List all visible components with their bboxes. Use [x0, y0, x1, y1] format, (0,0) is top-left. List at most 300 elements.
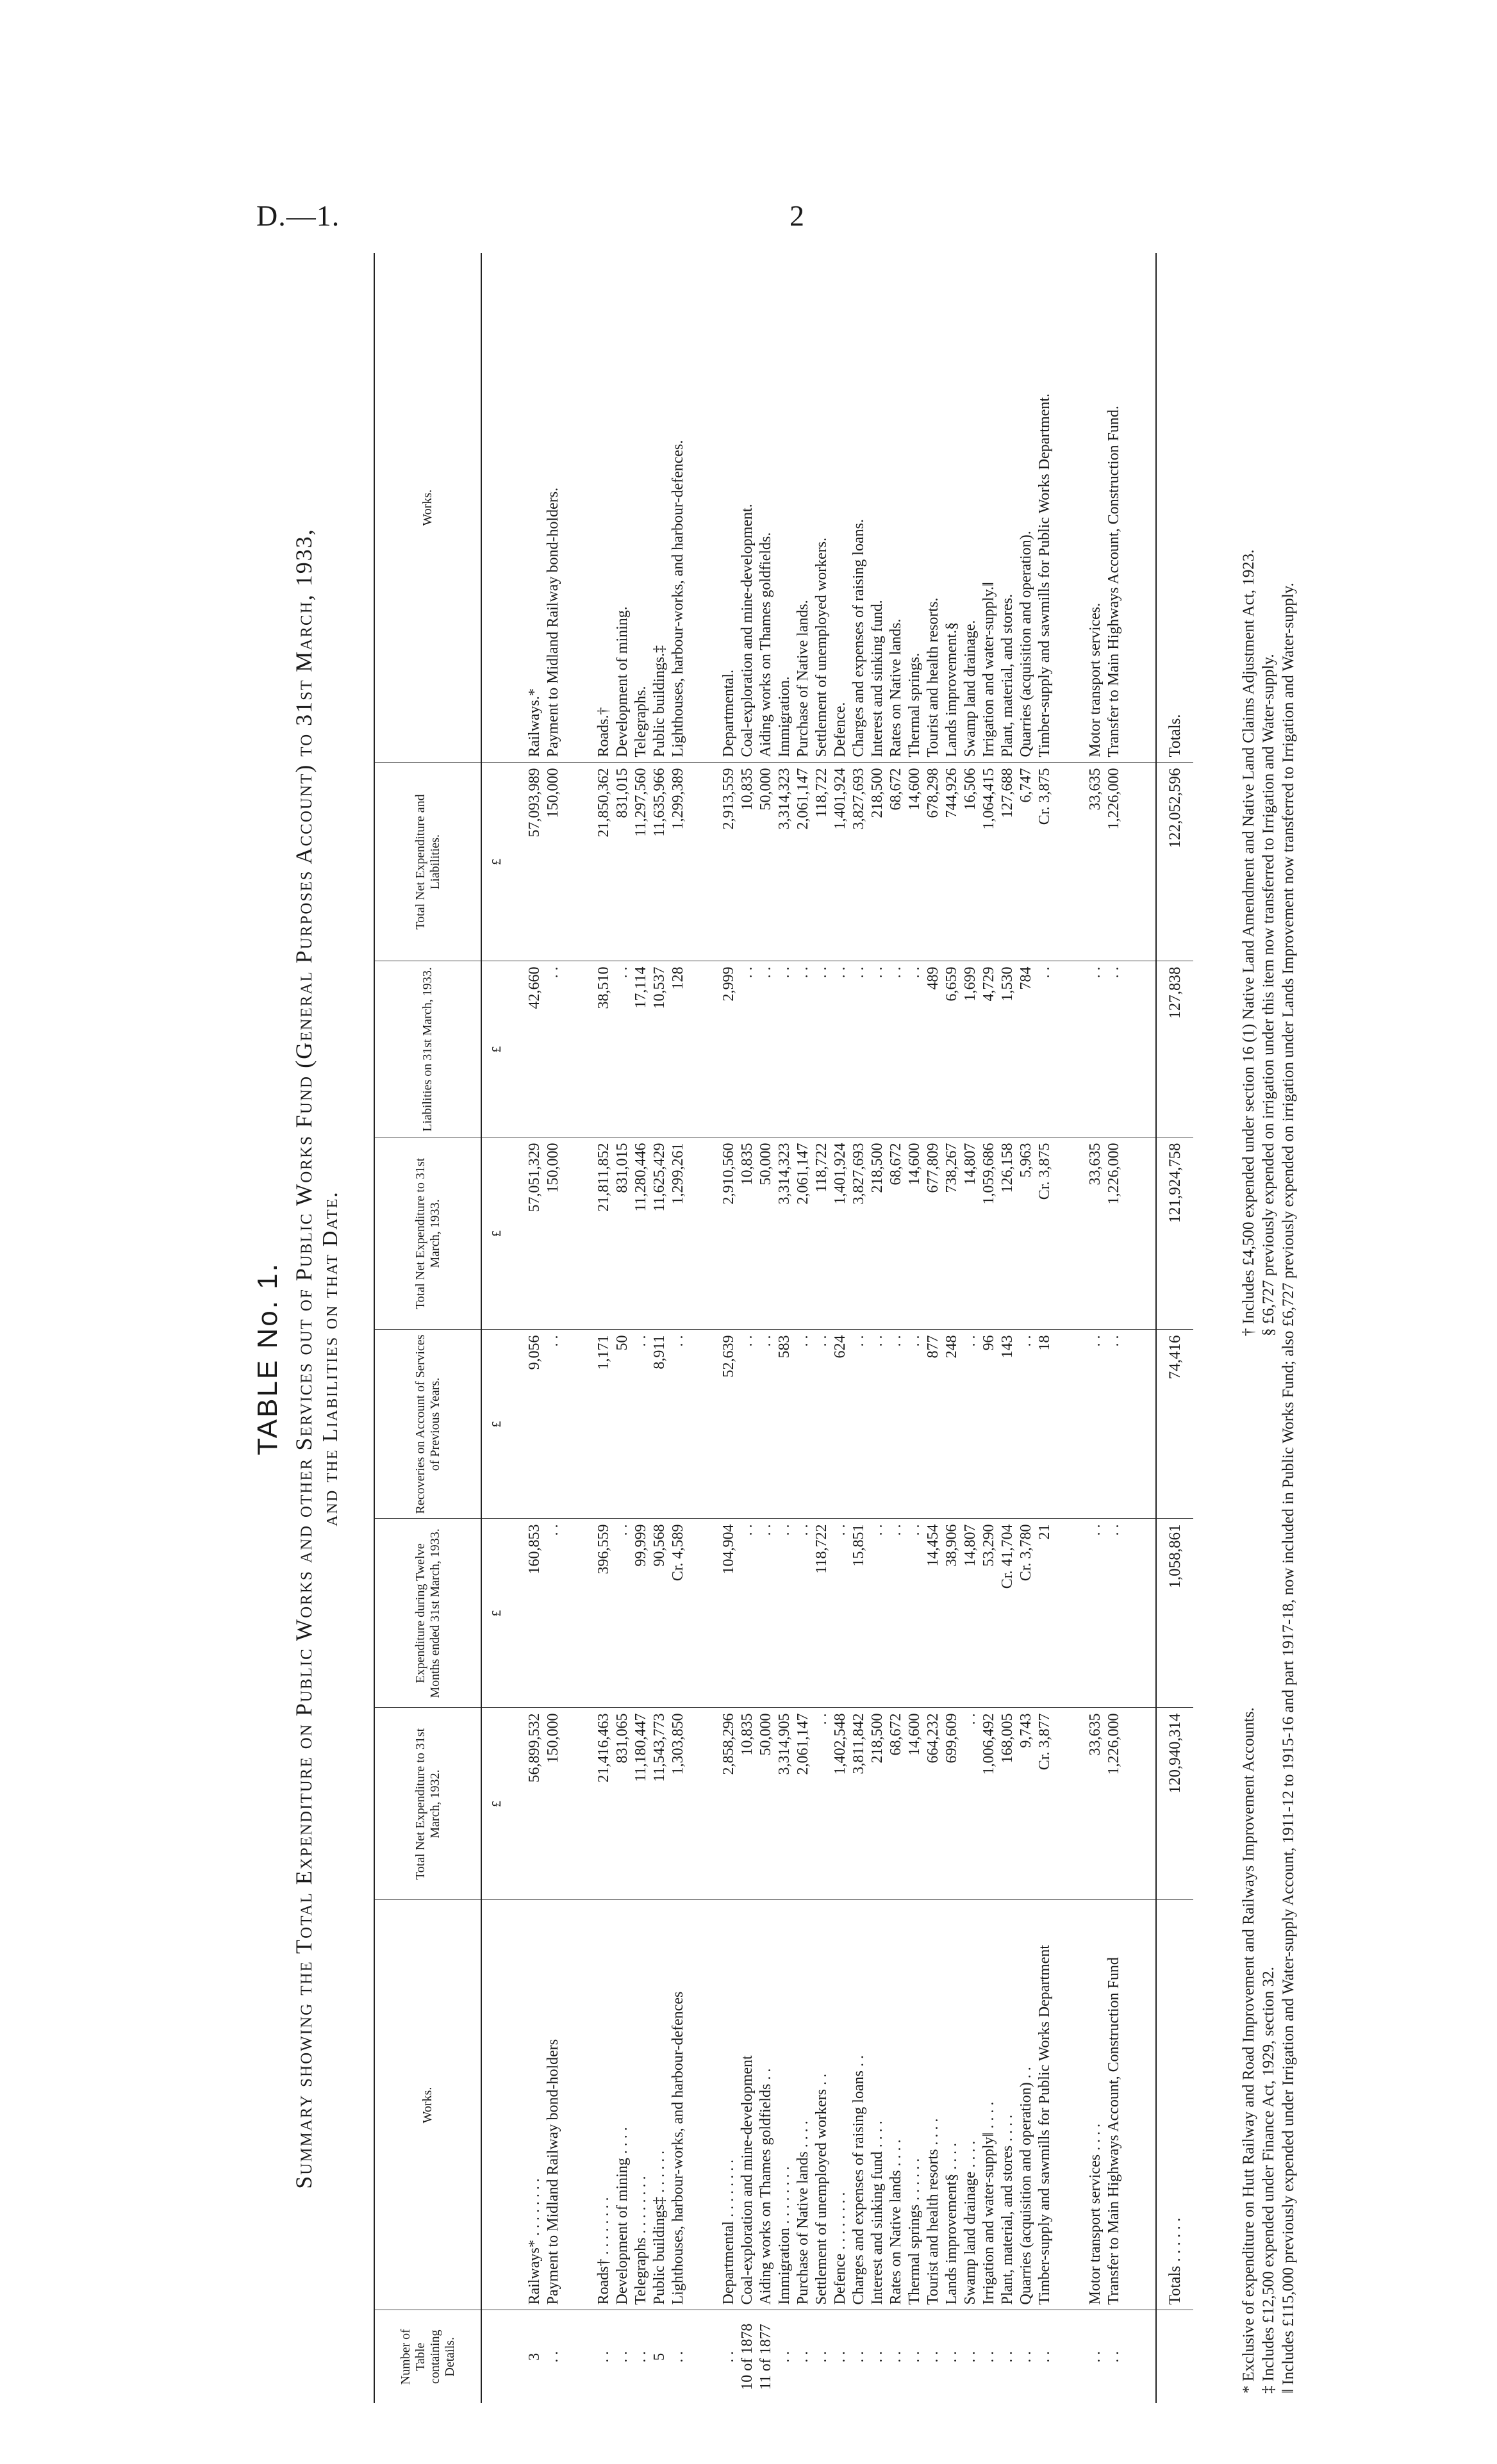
cell-liab: 128 [669, 961, 688, 1137]
cell-works: Aiding works on Thames goldfields . . [757, 1900, 775, 2310]
cell-t32: 168,005 [998, 1708, 1017, 1900]
cell-e33: . . [887, 1519, 906, 1708]
cell-rec: 50 [613, 1330, 632, 1519]
cell-works: Interest and sinking fund . . . . [868, 1900, 887, 2310]
cell-works-r: Telegraphs. [633, 686, 649, 757]
cell-liab: . . [757, 961, 775, 1137]
cell-t33: 11,625,429 [650, 1137, 669, 1330]
cell-t32: 14,600 [906, 1708, 924, 1900]
total-label: Totals . . . . . . [1156, 1900, 1193, 2310]
cell-e33: Cr. 3,780 [1017, 1519, 1036, 1708]
cell-t32: 831,065 [613, 1708, 632, 1900]
header-total-1932: Total Net Expenditure to 31st March, 1932. [375, 1708, 481, 1900]
table-row [650, 253, 669, 2403]
cell-t32: 11,543,773 [650, 1708, 669, 1900]
cell-t33: 3,827,693 [850, 1137, 868, 1330]
cell-liab: . . [813, 961, 831, 1137]
cell-t32: 664,232 [924, 1708, 943, 1900]
cell-works: Coal-exploration and mine-development [738, 1900, 757, 2310]
cell-rec: 96 [980, 1330, 998, 1519]
total-t33: 121,924,758 [1156, 1137, 1193, 1330]
cell-e33: . . [1105, 1519, 1123, 1708]
cell-works-r: Timber-supply and sawmills for Public Works Department. [1036, 393, 1053, 757]
table-row [595, 253, 613, 2403]
cell-tel: 127,688 [998, 763, 1017, 961]
cell-works: Roads† . . . . . . . . [595, 1900, 613, 2310]
cell-t33: 14,807 [961, 1137, 980, 1330]
cell-rec: . . [1086, 1330, 1105, 1519]
cell-no: . . [943, 2310, 961, 2403]
cell-works-r: Swamp land drainage. [962, 620, 979, 757]
cell-e33: . . [775, 1519, 794, 1708]
cell-t33: 3,314,323 [775, 1137, 794, 1330]
cell-works-r: Motor transport services. [1087, 602, 1104, 757]
cell-works: Lands improvement§ . . . . [943, 1900, 961, 2310]
cell-liab: . . [738, 961, 757, 1137]
cell-liab: . . [1036, 961, 1054, 1137]
cell-t33: 21,811,852 [595, 1137, 613, 1330]
cell-works-r: Departmental. [720, 669, 737, 757]
page-number: 2 [790, 199, 804, 232]
cell-t32: 1,006,492 [980, 1708, 998, 1900]
cell-t33: 68,672 [887, 1137, 906, 1330]
table-row [505, 253, 544, 2403]
cell-t33: 1,059,686 [980, 1137, 998, 1330]
cell-e33: Cr. 41,704 [998, 1519, 1017, 1708]
cell-liab: . . [794, 961, 813, 1137]
cell-rec: 9,056 [505, 1330, 544, 1519]
cell-liab: 38,510 [595, 961, 613, 1137]
cell-works-r: Public buildings.‡ [651, 645, 668, 757]
cell-e33: . . [757, 1519, 775, 1708]
cell-rec: 624 [831, 1330, 850, 1519]
cell-no: . . [831, 2310, 850, 2403]
table-row [943, 253, 961, 2403]
cell-works-r: Tourist and health resorts. [925, 597, 941, 757]
cell-t32: 2,061,147 [794, 1708, 813, 1900]
cell-works: Lighthouses, harbour-works, and harbour-defences [669, 1900, 688, 2310]
header-table-number: Number of Table containing Details. [375, 2310, 481, 2403]
cell-rec: 583 [775, 1330, 794, 1519]
cell-liab: 2,999 [720, 961, 738, 1137]
cell-t33: 14,600 [906, 1137, 924, 1330]
cell-t32: 1,303,850 [669, 1708, 688, 1900]
cell-t32: . . [961, 1708, 980, 1900]
cell-t33: 118,722 [813, 1137, 831, 1330]
cell-works-r: Aiding works on Thames goldfields. [757, 532, 774, 757]
cell-t33: 150,000 [544, 1137, 563, 1330]
table-row [924, 253, 943, 2403]
cell-t33: 1,299,261 [669, 1137, 688, 1330]
cell-liab: . . [613, 961, 632, 1137]
cell-works-r: Quarries (acquisition and operation). [1018, 531, 1034, 757]
table-label: TABLE No. 1. [252, 1262, 283, 1455]
cell-works: Quarries (acquisition and operation) . . [1017, 1900, 1036, 2310]
cell-no: . . [544, 2310, 563, 2403]
cell-works-r: Rates on Native lands. [888, 618, 904, 757]
cell-e33: . . [1086, 1519, 1105, 1708]
cell-no: . . [669, 2310, 688, 2403]
table-row [961, 253, 980, 2403]
cell-t32: 10,835 [738, 1708, 757, 1900]
cell-rec: . . [544, 1330, 563, 1519]
cell-rec: 877 [924, 1330, 943, 1519]
cell-t32: 68,672 [887, 1708, 906, 1900]
cell-e33: 14,454 [924, 1519, 943, 1708]
cell-tel: 1,226,000 [1105, 763, 1123, 961]
footnote-section: § £6,727 previously expended on irrigation under this item now transferred to Irrigation and Water-supply. [1260, 654, 1277, 1336]
cell-tel: 33,635 [1086, 763, 1105, 961]
cell-rec: . . [813, 1330, 831, 1519]
cell-works-r: Lighthouses, harbour-works, and harbour-defences. [670, 440, 686, 757]
table-row [544, 253, 563, 2403]
cell-t33: 57,051,329 [505, 1137, 544, 1330]
cell-t33: 1,401,924 [831, 1137, 850, 1330]
cell-tel: 1,299,389 [669, 763, 688, 961]
cell-works: Railways* . . . . . . . . [505, 1900, 544, 2310]
cell-liab: . . [544, 961, 563, 1137]
cell-works: Departmental . . . . . . . . [720, 1900, 738, 2310]
footnote-parallel: ‖ Includes £115,000 previously expended under Irrigation and Water-supply Account, 1911-12 to 1915-16 and part 1917-18, now included in Public Works Fund; also £6,727 previously expended on irrigation under Lands Improvement now transferred to Irrigation and Water-supply. [1280, 583, 1297, 2394]
cell-t32: 150,000 [544, 1708, 563, 1900]
cell-liab: . . [887, 961, 906, 1137]
cell-e33: 38,906 [943, 1519, 961, 1708]
cell-t32: 33,635 [1086, 1708, 1105, 1900]
cell-no: 3 [505, 2310, 544, 2403]
table-row [775, 253, 794, 2403]
cell-tel: 150,000 [544, 763, 563, 961]
table-row [1086, 253, 1105, 2403]
cell-liab: . . [831, 961, 850, 1137]
cell-t33: 738,267 [943, 1137, 961, 1330]
cell-no: . . [595, 2310, 613, 2403]
cell-t32: 9,743 [1017, 1708, 1036, 1900]
currency-symbol: £ [481, 961, 505, 1137]
cell-t32: 21,416,463 [595, 1708, 613, 1900]
cell-liab: 10,537 [650, 961, 669, 1137]
cell-works-r: Roads.† [595, 707, 612, 757]
cell-t32: 3,314,905 [775, 1708, 794, 1900]
cell-liab: 6,659 [943, 961, 961, 1137]
cell-t32: 11,180,447 [632, 1708, 650, 1900]
cell-t33: 677,809 [924, 1137, 943, 1330]
cell-works-r: Transfer to Main Highways Account, Construction Fund. [1105, 406, 1122, 757]
cell-works: Thermal springs . . . . . . [906, 1900, 924, 2310]
total-rec: 74,416 [1156, 1330, 1193, 1519]
cell-works-r: Thermal springs. [906, 652, 923, 757]
table-row [813, 253, 831, 2403]
cell-works: Rates on Native lands . . . . [887, 1900, 906, 2310]
cell-works-r: Settlement of unemployed workers. [813, 537, 830, 757]
cell-no: . . [998, 2310, 1017, 2403]
cell-tel: 6,747 [1017, 763, 1036, 961]
cell-no: . . [1086, 2310, 1105, 2403]
footnotes [1239, 253, 1298, 2394]
summary-table [374, 253, 1227, 2403]
cell-tel: 678,298 [924, 763, 943, 961]
cell-no: . . [924, 2310, 943, 2403]
currency-symbol: £ [481, 1708, 505, 1900]
cell-works-r: Plant, material, and stores. [999, 593, 1016, 757]
cell-rec: 52,639 [720, 1330, 738, 1519]
cell-no: . . [613, 2310, 632, 2403]
table-row [613, 253, 632, 2403]
cell-no: . . [775, 2310, 794, 2403]
table-row [1105, 253, 1123, 2403]
cell-rec: . . [868, 1330, 887, 1519]
cell-t32: 50,000 [757, 1708, 775, 1900]
cell-no: . . [980, 2310, 998, 2403]
cell-liab: . . [868, 961, 887, 1137]
cell-works-r: Railways.* [526, 688, 543, 757]
cell-no: . . [906, 2310, 924, 2403]
cell-rec: 143 [998, 1330, 1017, 1519]
cell-works: Defence . . . . . . . . [831, 1900, 850, 2310]
cell-tel: Cr. 3,875 [1036, 763, 1054, 961]
cell-tel: 3,314,323 [775, 763, 794, 961]
footnote-double-dagger: ‡ Includes £12,500 expended under Finance Act, 1929, section 32. [1260, 1967, 1277, 2394]
cell-t32: 3,811,842 [850, 1708, 868, 1900]
total-tel: 122,052,596 [1156, 763, 1193, 961]
cell-works: Tourist and health resorts . . . . [924, 1900, 943, 2310]
cell-e33: Cr. 4,589 [669, 1519, 688, 1708]
cell-no: . . [1017, 2310, 1036, 2403]
currency-symbol: £ [481, 1137, 505, 1330]
cell-works-r: Coal-exploration and mine-development. [739, 504, 756, 757]
cell-e33: 118,722 [813, 1519, 831, 1708]
cell-t33: 2,910,560 [720, 1137, 738, 1330]
cell-e33: 15,851 [850, 1519, 868, 1708]
cell-tel: 2,913,559 [720, 763, 738, 961]
cell-no: . . [813, 2310, 831, 2403]
header-liabilities: Liabilities on 31st March, 1933. [375, 961, 481, 1137]
cell-no: 5 [650, 2310, 669, 2403]
currency-symbol: £ [481, 1330, 505, 1519]
spacer-row [563, 253, 595, 2403]
cell-e33: . . [613, 1519, 632, 1708]
cell-tel: 14,600 [906, 763, 924, 961]
cell-t33: 218,500 [868, 1137, 887, 1330]
table-row [738, 253, 757, 2403]
cell-no: . . [887, 2310, 906, 2403]
cell-t32: 218,500 [868, 1708, 887, 1900]
table-body [481, 253, 1193, 2403]
table-row [669, 253, 688, 2403]
cell-no: 10 of 1878 [738, 2310, 757, 2403]
cell-works: Plant, material, and stores . . . . [998, 1900, 1017, 2310]
cell-rec: 18 [1036, 1330, 1054, 1519]
cell-no: . . [868, 2310, 887, 2403]
total-liab: 127,838 [1156, 961, 1193, 1137]
cell-no: . . [850, 2310, 868, 2403]
cell-e33: . . [544, 1519, 563, 1708]
cell-no: . . [1036, 2310, 1054, 2403]
cell-e33: . . [794, 1519, 813, 1708]
cell-tel: 2,061,147 [794, 763, 813, 961]
cell-e33: 104,904 [720, 1519, 738, 1708]
header-works: Works. [375, 1900, 481, 2310]
cell-no: . . [720, 2310, 738, 2403]
cell-rec: . . [906, 1330, 924, 1519]
table-row [980, 253, 998, 2403]
cell-t32: 2,858,296 [720, 1708, 738, 1900]
total-label-r: Totals. [1156, 253, 1193, 763]
cell-works: Timber-supply and sawmills for Public Works Department [1036, 1900, 1054, 2310]
cell-e33: 53,290 [980, 1519, 998, 1708]
cell-tel: 21,850,362 [595, 763, 613, 961]
cell-works-r: Interest and sinking fund. [869, 600, 886, 757]
cell-tel: 1,401,924 [831, 763, 850, 961]
cell-works: Motor transport services . . . . [1086, 1900, 1105, 2310]
cell-e33: . . [738, 1519, 757, 1708]
total-t32: 120,940,314 [1156, 1708, 1193, 1900]
cell-t33: 126,158 [998, 1137, 1017, 1330]
cell-works-r: Payment to Midland Railway bond-holders. [545, 487, 561, 757]
cell-liab: 1,699 [961, 961, 980, 1137]
cell-works: Payment to Midland Railway bond-holders [544, 1900, 563, 2310]
cell-tel: 16,506 [961, 763, 980, 961]
cell-tel: 831,015 [613, 763, 632, 961]
cell-tel: 11,635,966 [650, 763, 669, 961]
cell-liab: 17,114 [632, 961, 650, 1137]
cell-rec: . . [738, 1330, 757, 1519]
header-total-1933: Total Net Expenditure to 31st March, 1933. [375, 1137, 481, 1330]
cell-t33: 10,835 [738, 1137, 757, 1330]
cell-e33: . . [831, 1519, 850, 1708]
table-row [868, 253, 887, 2403]
cell-liab: . . [850, 961, 868, 1137]
footnote-dagger: † Includes £4,500 expended under section 16 (1) Native Land Amendment and Native Land Claims Adjustment Act, 1923. [1240, 549, 1257, 1336]
spacer-row [1054, 253, 1086, 2403]
cell-tel: 50,000 [757, 763, 775, 961]
cell-liab: 42,660 [505, 961, 544, 1137]
cell-liab: 489 [924, 961, 943, 1137]
cell-works-r: Development of mining. [614, 606, 631, 757]
cell-works: Transfer to Main Highways Account, Construction Fund [1105, 1900, 1123, 2310]
cell-t33: 50,000 [757, 1137, 775, 1330]
cell-rec: . . [757, 1330, 775, 1519]
cell-liab: . . [1105, 961, 1123, 1137]
cell-works: Purchase of Native lands . . . . [794, 1900, 813, 2310]
cell-works-r: Purchase of Native lands. [795, 600, 811, 757]
cell-t33: 11,280,446 [632, 1137, 650, 1330]
cell-no: 11 of 1877 [757, 2310, 775, 2403]
table-row [794, 253, 813, 2403]
cell-t33: 2,061,147 [794, 1137, 813, 1330]
cell-rec: . . [632, 1330, 650, 1519]
cell-t33: 5,963 [1017, 1137, 1036, 1330]
cell-works: Settlement of unemployed workers . . [813, 1900, 831, 2310]
title-block [247, 253, 365, 2464]
cell-t32: 1,226,000 [1105, 1708, 1123, 1900]
table-row [906, 253, 924, 2403]
cell-tel: 11,297,560 [632, 763, 650, 961]
cell-liab: 4,729 [980, 961, 998, 1137]
cell-e33: 14,807 [961, 1519, 980, 1708]
cell-tel: 10,835 [738, 763, 757, 961]
rotated-table-page [247, 253, 1426, 2464]
cell-t32: . . [813, 1708, 831, 1900]
table-title: Summary showing the Total Expenditure on Public Works and other Services out of Public Works Fund (General Purposes Account) to 31st March, 1933, [291, 528, 317, 2189]
cell-works-r: Lands improvement.§ [943, 622, 960, 757]
cell-e33: 21 [1036, 1519, 1054, 1708]
cell-t32: 1,402,548 [831, 1708, 850, 1900]
cell-works: Irrigation and water-supply‖ . . . . [980, 1900, 998, 2310]
cell-rec: 1,171 [595, 1330, 613, 1519]
cell-works-r: Defence. [832, 702, 848, 757]
cell-no: . . [1105, 2310, 1123, 2403]
cell-e33: . . [868, 1519, 887, 1708]
cell-tel: 68,672 [887, 763, 906, 961]
cell-e33: 396,559 [595, 1519, 613, 1708]
header-row [375, 253, 481, 2403]
header-expenditure-1933: Expenditure during Twelve Months ended 31st March, 1933. [375, 1519, 481, 1708]
header-recoveries: Recoveries on Account of Services of Previous Years. [375, 1330, 481, 1519]
table-row [831, 253, 850, 2403]
footnote-asterisk: * Exclusive of expenditure on Hutt Railway and Road Improvement and Railways Improvement Accounts. [1240, 1707, 1257, 2394]
table-row [850, 253, 868, 2403]
cell-rec: . . [794, 1330, 813, 1519]
header-total-expenditure-liabilities: Total Net Expenditure and Liabilities. [375, 763, 481, 961]
cell-rec: . . [961, 1330, 980, 1519]
currency-symbol: £ [481, 763, 505, 961]
unit-row [481, 253, 505, 2403]
table-row [1017, 253, 1036, 2403]
cell-liab: 1,530 [998, 961, 1017, 1137]
cell-tel: 57,093,989 [505, 763, 544, 961]
table-row [887, 253, 906, 2403]
cell-t32: 56,899,532 [505, 1708, 544, 1900]
cell-works: Public buildings‡ . . . . . . [650, 1900, 669, 2310]
cell-tel: 3,827,693 [850, 763, 868, 961]
cell-rec: . . [850, 1330, 868, 1519]
cell-tel: 744,926 [943, 763, 961, 961]
table-row [757, 253, 775, 2403]
cell-liab: 784 [1017, 961, 1036, 1137]
cell-works: Charges and expenses of raising loans . . [850, 1900, 868, 2310]
cell-e33: 90,568 [650, 1519, 669, 1708]
currency-symbol: £ [481, 1519, 505, 1708]
cell-t32: Cr. 3,877 [1036, 1708, 1054, 1900]
cell-e33: 160,853 [505, 1519, 544, 1708]
cell-works: Development of mining . . . . [613, 1900, 632, 2310]
cell-tel: 218,500 [868, 763, 887, 961]
header-works-right: Works. [375, 253, 481, 763]
cell-works-r: Charges and expenses of raising loans. [850, 519, 867, 757]
spacer-row [688, 253, 720, 2403]
page-reference: D.—1. [256, 199, 340, 232]
cell-liab: . . [906, 961, 924, 1137]
cell-rec: . . [887, 1330, 906, 1519]
cell-t33: Cr. 3,875 [1036, 1137, 1054, 1330]
cell-rec: . . [1105, 1330, 1123, 1519]
table-row [998, 253, 1017, 2403]
cell-works: Swamp land drainage . . . . [961, 1900, 980, 2310]
cell-t33: 33,635 [1086, 1137, 1105, 1330]
cell-t33: 1,226,000 [1105, 1137, 1123, 1330]
table-row [720, 253, 738, 2403]
totals-row [1156, 253, 1193, 2403]
table-row [632, 253, 650, 2403]
cell-liab: . . [1086, 961, 1105, 1137]
table-row [1036, 253, 1054, 2403]
cell-rec: . . [1017, 1330, 1036, 1519]
cell-works: Immigration . . . . . . . . [775, 1900, 794, 2310]
cell-no: . . [632, 2310, 650, 2403]
cell-tel: 118,722 [813, 763, 831, 961]
cell-rec: 248 [943, 1330, 961, 1519]
cell-rec: 8,911 [650, 1330, 669, 1519]
